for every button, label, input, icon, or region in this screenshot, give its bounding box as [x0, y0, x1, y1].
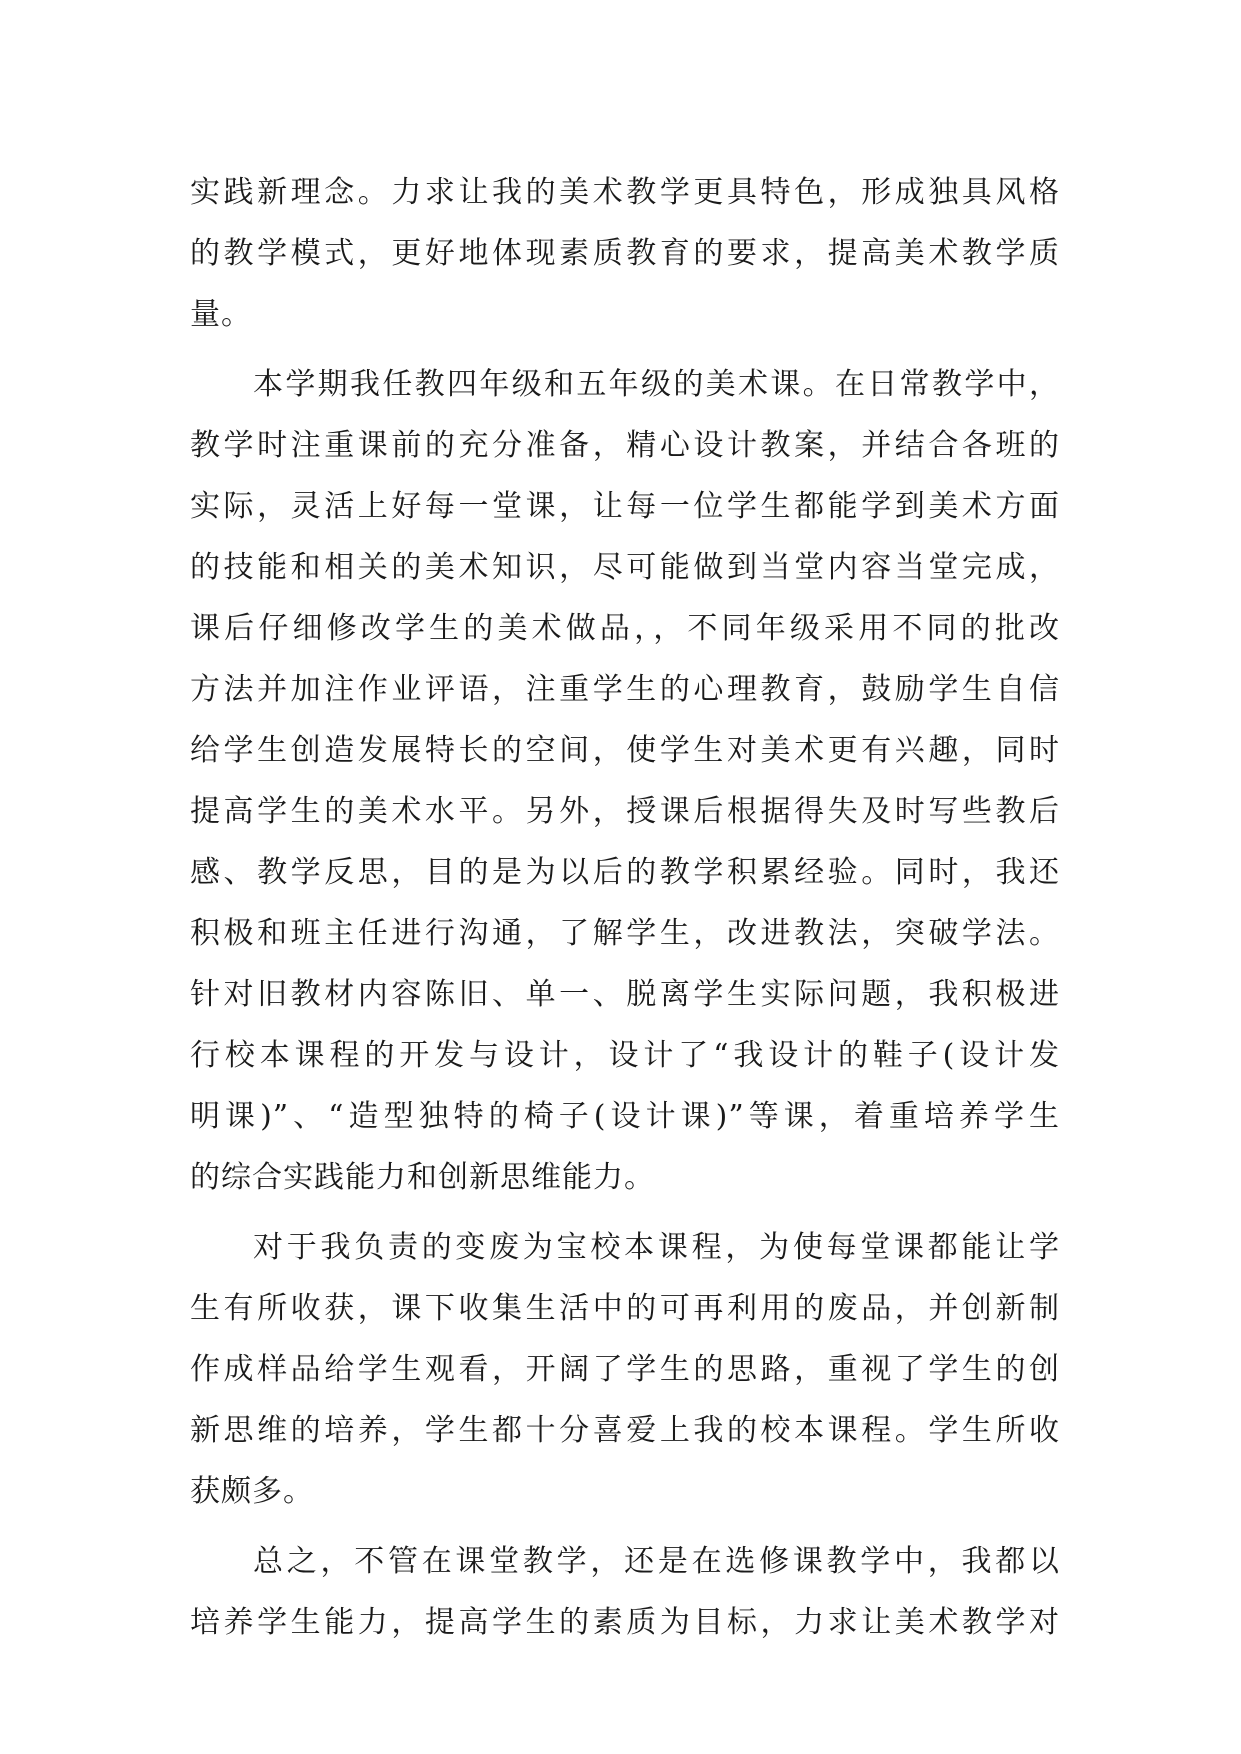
paragraph-4 [190, 1531, 1060, 1653]
text-line: 明课)”、“造型独特的椅子(设计课)”等课，着重培养学生 [190, 1099, 1060, 1134]
paragraph-gap [190, 1208, 1060, 1217]
text-line: 方法并加注作业评语，注重学生的心理教育，鼓励学生自信 [190, 672, 1060, 707]
paragraph-gap [190, 1522, 1060, 1531]
text-line: 积极和班主任进行沟通，了解学生，改进教法，突破学法。 [190, 916, 1060, 951]
paragraph-1 [190, 162, 1060, 345]
text-line: 的综合实践能力和创新思维能力。 [190, 1160, 655, 1195]
text-line: 新思维的培养，学生都十分喜爱上我的校本课程。学生所收 [190, 1413, 1060, 1448]
text-line: 感、教学反思，目的是为以后的教学积累经验。同时，我还 [190, 855, 1060, 890]
text-line: 总之，不管在课堂教学，还是在选修课教学中，我都以 [253, 1544, 1060, 1579]
text-line: 的教学模式，更好地体现素质教育的要求，提高美术教学质 [190, 236, 1060, 271]
paragraph-3 [190, 1217, 1060, 1522]
text-line: 的技能和相关的美术知识，尽可能做到当堂内容当堂完成， [190, 550, 1060, 585]
text-line: 教学时注重课前的充分准备，精心设计教案，并结合各班的 [190, 428, 1060, 463]
text-line: 针对旧教材内容陈旧、单一、脱离学生实际问题，我积极进 [190, 977, 1060, 1012]
text-line: 实际，灵活上好每一堂课，让每一位学生都能学到美术方面 [190, 489, 1060, 524]
text-line: 行校本课程的开发与设计，设计了“我设计的鞋子(设计发 [190, 1038, 1060, 1073]
text-line: 实践新理念。力求让我的美术教学更具特色，形成独具风格 [190, 175, 1060, 210]
text-line: 生有所收获，课下收集生活中的可再利用的废品，并创新制 [190, 1291, 1060, 1326]
document-body [190, 162, 1060, 1653]
text-line: 对于我负责的变废为宝校本课程，为使每堂课都能让学 [253, 1230, 1060, 1265]
text-line: 获颇多。 [190, 1474, 314, 1509]
text-line: 量。 [190, 297, 252, 332]
text-line: 作成样品给学生观看，开阔了学生的思路，重视了学生的创 [190, 1352, 1060, 1387]
text-line: 本学期我任教四年级和五年级的美术课。在日常教学中， [253, 367, 1060, 402]
text-line: 课后仔细修改学生的美术做品，，不同年级采用不同的批改 [190, 611, 1060, 646]
text-line: 培养学生能力，提高学生的素质为目标，力求让美术教学对 [190, 1605, 1060, 1640]
text-line: 提高学生的美术水平。另外，授课后根据得失及时写些教后 [190, 794, 1060, 829]
paragraph-gap [190, 345, 1060, 354]
text-line: 给学生创造发展特长的空间，使学生对美术更有兴趣，同时 [190, 733, 1060, 768]
paragraph-2 [190, 354, 1060, 1208]
